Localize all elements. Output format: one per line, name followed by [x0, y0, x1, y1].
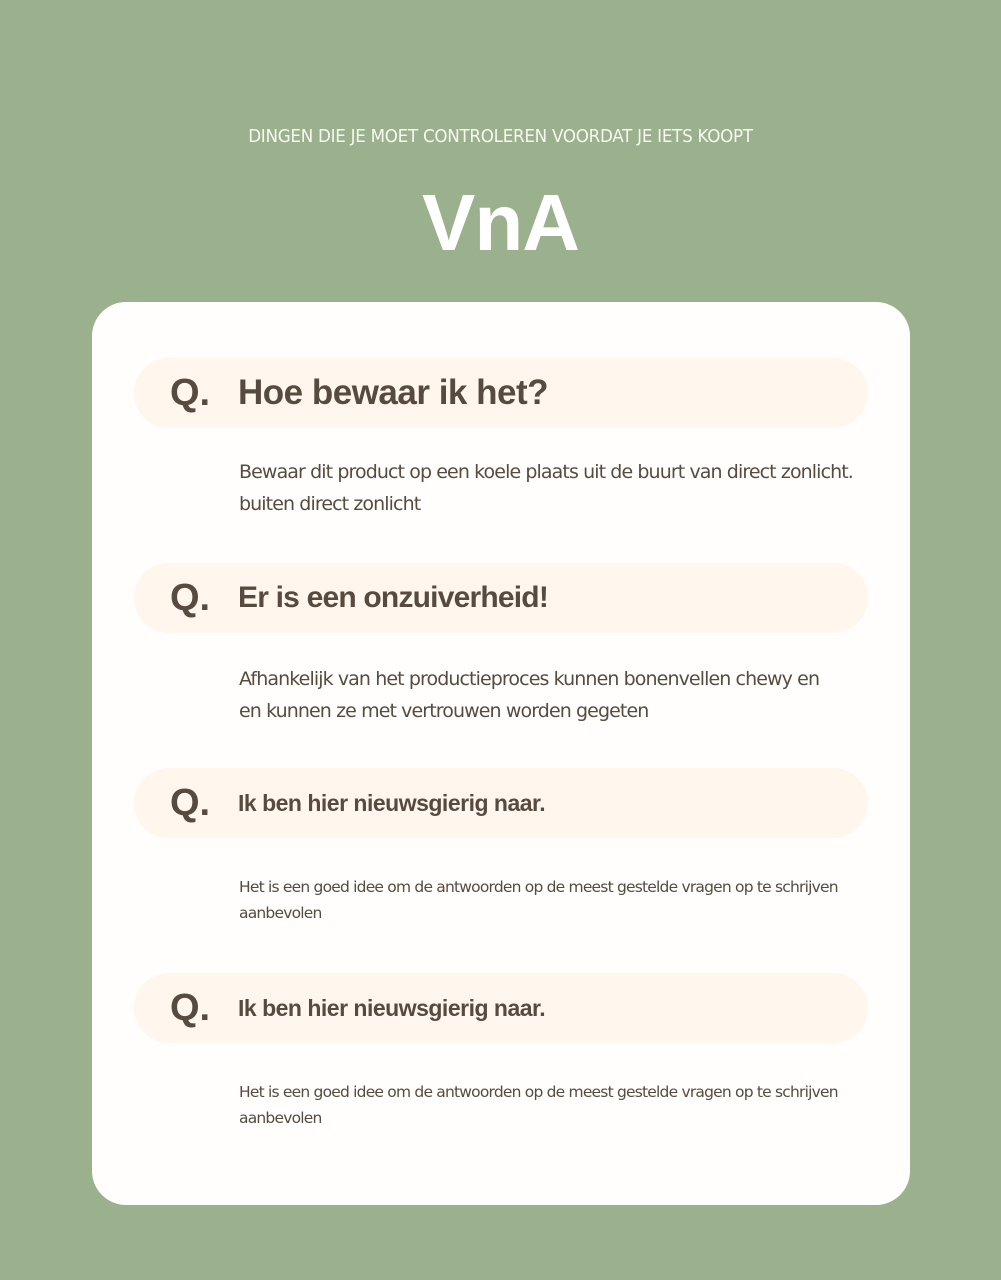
question-text: Ik ben hier nieuwsgierig naar. — [238, 995, 546, 1021]
answer-text — [239, 1079, 879, 1131]
q-marker: Q. — [170, 987, 211, 1029]
answer-line: en kunnen ze met vertrouwen worden gegeten — [239, 700, 649, 722]
answer-line: Het is een goed idee om de antwoorden op de meest gestelde vragen op te schrijven — [239, 878, 838, 896]
answer-line: buiten direct zonlicht — [239, 493, 421, 515]
page-title: VnA — [422, 178, 579, 267]
eyebrow-subtitle: DINGEN DIE JE MOET CONTROLEREN VOORDAT JE IETS KOOPT — [248, 126, 753, 147]
answer-text — [239, 874, 879, 926]
question-text: Ik ben hier nieuwsgierig naar. — [238, 790, 546, 816]
faq-card — [92, 302, 910, 1205]
faq-item — [134, 563, 868, 722]
answer-line: Afhankelijk van het productieproces kunnen bonenvellen chewy en — [239, 668, 820, 690]
faq-item — [134, 768, 868, 922]
question-text: Er is een onzuiverheid! — [238, 581, 549, 614]
answer-line: Bewaar dit product op een koele plaats uit de buurt van direct zonlicht. — [239, 461, 853, 483]
q-marker: Q. — [170, 577, 211, 619]
answer-text — [239, 663, 879, 727]
answer-text — [239, 456, 879, 520]
q-marker: Q. — [170, 372, 211, 414]
answer-line: aanbevolen — [239, 1109, 322, 1127]
question-pill — [134, 563, 868, 633]
question-pill — [134, 973, 868, 1043]
answer-line: aanbevolen — [239, 904, 322, 922]
question-pill — [134, 768, 868, 838]
faq-item — [134, 973, 868, 1127]
q-marker: Q. — [170, 782, 211, 824]
question-text: Hoe bewaar ik het? — [238, 373, 548, 412]
answer-line: Het is een goed idee om de antwoorden op de meest gestelde vragen op te schrijven — [239, 1083, 838, 1101]
question-pill — [134, 358, 868, 428]
faq-item — [134, 358, 868, 515]
